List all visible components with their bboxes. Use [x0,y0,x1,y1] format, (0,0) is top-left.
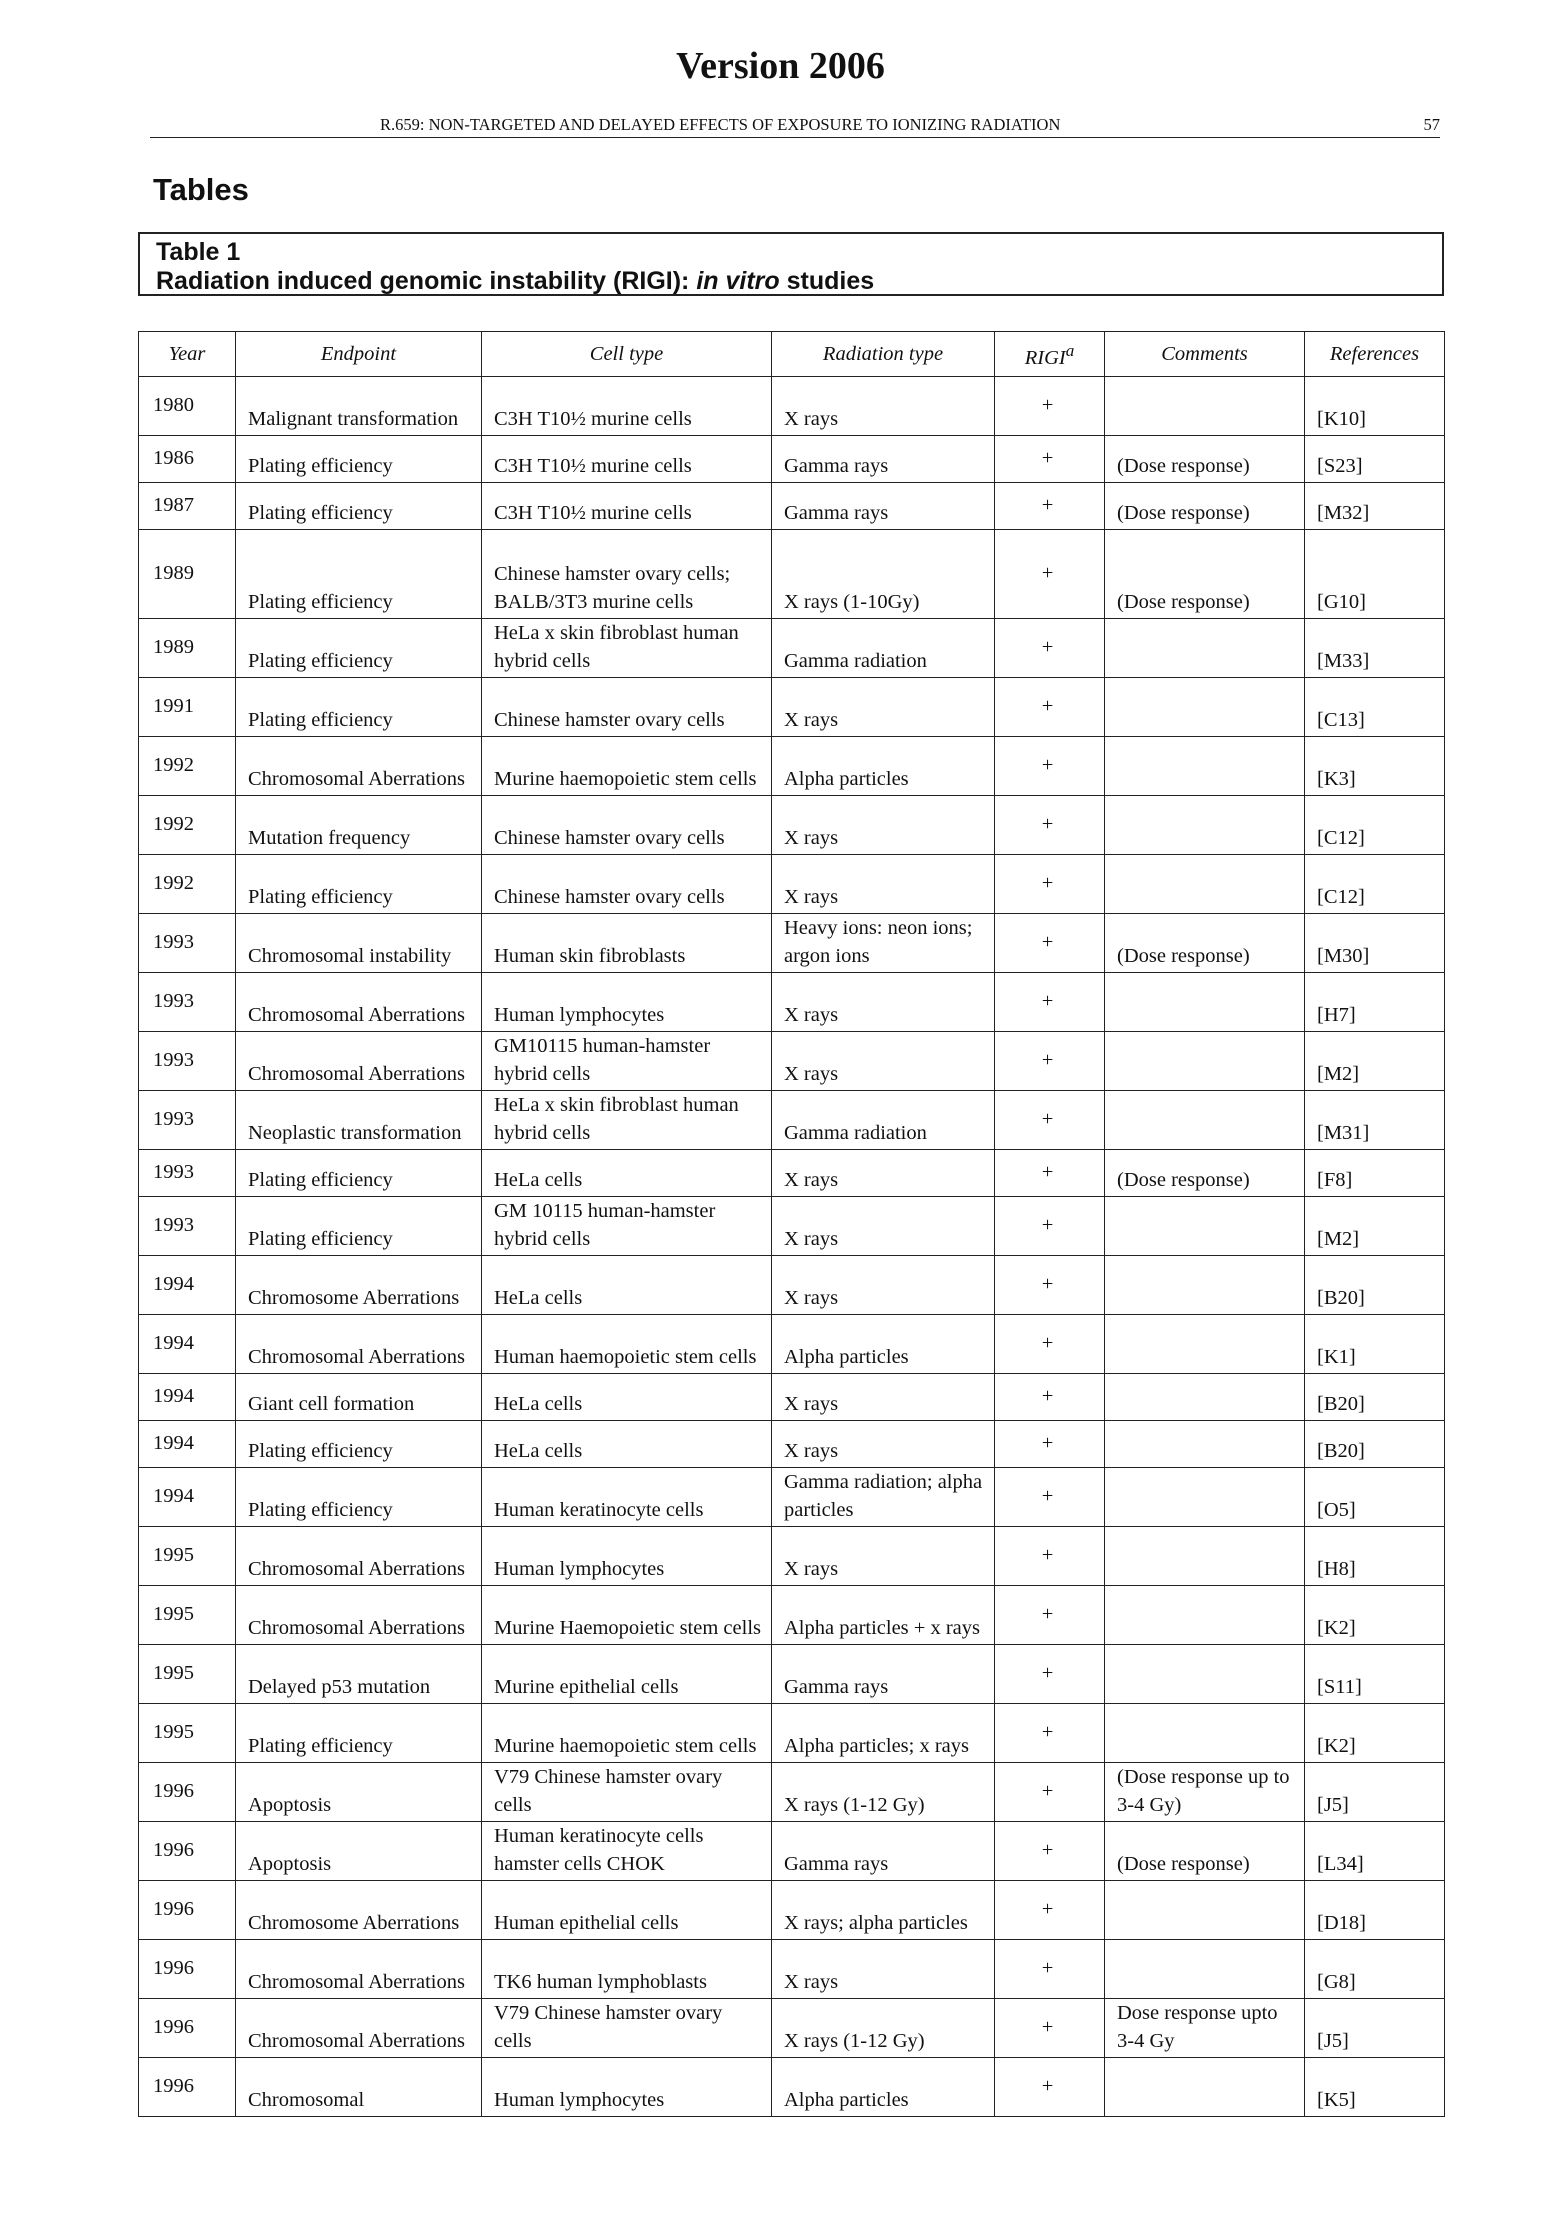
cell-type-cell: Chinese hamster ovary cells [482,678,772,737]
cell-type-cell: V79 Chinese hamster ovary cells [482,1999,772,2058]
table-row [139,1091,1445,1150]
endpoint-cell: Malignant transformation [236,377,482,436]
endpoint-cell: Plating efficiency [236,678,482,737]
section-heading: Tables [153,172,249,207]
table-row [139,1999,1445,2058]
year-cell: 1995 [139,1527,236,1586]
year-cell: 1993 [139,973,236,1032]
cell-type-cell: Human lymphocytes [482,973,772,1032]
comments-cell [1105,1032,1305,1091]
comments-cell [1105,796,1305,855]
table-row [139,377,1445,436]
col-header-year: Year [139,332,236,377]
rigi-cell: + [995,377,1105,436]
cell-type-cell: HeLa x skin fibroblast human hybrid cells [482,1091,772,1150]
comments-cell [1105,1421,1305,1468]
table-title-prefix: Radiation induced genomic instability (RIGI): [156,267,697,295]
comments-cell [1105,973,1305,1032]
endpoint-cell: Mutation frequency [236,796,482,855]
running-header [150,115,1440,138]
year-cell: 1992 [139,737,236,796]
col-header-references: References [1305,332,1445,377]
reference-cell: [K2] [1305,1704,1445,1763]
rigi-cell: + [995,1704,1105,1763]
comments-cell [1105,1256,1305,1315]
comments-cell [1105,1586,1305,1645]
rigi-cell: + [995,1032,1105,1091]
endpoint-cell: Plating efficiency [236,1704,482,1763]
table-row [139,483,1445,530]
comments-cell [1105,1091,1305,1150]
rigi-cell: + [995,1150,1105,1197]
year-cell: 1993 [139,1197,236,1256]
comments-cell: (Dose response up to 3-4 Gy) [1105,1763,1305,1822]
radiation-type-cell: X rays [772,1197,995,1256]
radiation-type-cell: X rays (1-12 Gy) [772,1763,995,1822]
endpoint-cell: Plating efficiency [236,619,482,678]
endpoint-cell: Chromosomal Aberrations [236,1586,482,1645]
comments-cell: (Dose response) [1105,483,1305,530]
radiation-type-cell: X rays [772,1256,995,1315]
cell-type-cell: HeLa cells [482,1374,772,1421]
table-row [139,1822,1445,1881]
reference-cell: [M30] [1305,914,1445,973]
reference-cell: [M2] [1305,1032,1445,1091]
table-row [139,1468,1445,1527]
reference-cell: [B20] [1305,1421,1445,1468]
reference-cell: [O5] [1305,1468,1445,1527]
comments-cell: (Dose response) [1105,530,1305,619]
radiation-type-cell: Gamma rays [772,1822,995,1881]
comments-cell [1105,1645,1305,1704]
reference-cell: [B20] [1305,1374,1445,1421]
rigi-cell: + [995,973,1105,1032]
cell-type-cell: Human keratinocyte cells hamster cells CHOK [482,1822,772,1881]
endpoint-cell: Chromosome Aberrations [236,1881,482,1940]
table-body [139,377,1445,2117]
year-cell: 1987 [139,483,236,530]
rigi-cell: + [995,483,1105,530]
year-cell: 1986 [139,436,236,483]
rigi-cell: + [995,678,1105,737]
rigi-cell: + [995,1940,1105,1999]
rigi-cell: + [995,1468,1105,1527]
endpoint-cell: Chromosomal [236,2058,482,2117]
cell-type-cell: Human lymphocytes [482,2058,772,2117]
radiation-type-cell: X rays [772,1374,995,1421]
table-row [139,914,1445,973]
endpoint-cell: Chromosomal Aberrations [236,973,482,1032]
rigi-cell: + [995,1527,1105,1586]
cell-type-cell: Murine epithelial cells [482,1645,772,1704]
reference-cell: [K5] [1305,2058,1445,2117]
reference-cell: [B20] [1305,1256,1445,1315]
table-row [139,619,1445,678]
page-number: 57 [1423,115,1440,134]
year-cell: 1994 [139,1256,236,1315]
cell-type-cell: Human lymphocytes [482,1527,772,1586]
reference-cell: [H7] [1305,973,1445,1032]
cell-type-cell: HeLa x skin fibroblast human hybrid cells [482,619,772,678]
cell-type-cell: Human haemopoietic stem cells [482,1315,772,1374]
year-cell: 1996 [139,1822,236,1881]
year-cell: 1996 [139,1940,236,1999]
table-row [139,2058,1445,2117]
rigi-cell: + [995,1421,1105,1468]
radiation-type-cell: X rays [772,796,995,855]
rigi-cell: + [995,436,1105,483]
year-cell: 1992 [139,855,236,914]
reference-cell: [J5] [1305,1999,1445,2058]
cell-type-cell: Human skin fibroblasts [482,914,772,973]
rigi-cell: + [995,1197,1105,1256]
cell-type-cell: V79 Chinese hamster ovary cells [482,1763,772,1822]
table-header-row [139,332,1445,377]
year-cell: 1996 [139,1763,236,1822]
table-row [139,1645,1445,1704]
table-row [139,1586,1445,1645]
col-header-comments: Comments [1105,332,1305,377]
radiation-type-cell: X rays [772,973,995,1032]
col-header-radiation-type: Radiation type [772,332,995,377]
reference-cell: [K2] [1305,1586,1445,1645]
radiation-type-cell: Gamma rays [772,436,995,483]
table-title-italic: in vitro [696,267,780,295]
table-row [139,1704,1445,1763]
rigi-cell: + [995,1645,1105,1704]
col-header-endpoint: Endpoint [236,332,482,377]
reference-cell: [L34] [1305,1822,1445,1881]
cell-type-cell: GM10115 human-hamster hybrid cells [482,1032,772,1091]
reference-cell: [J5] [1305,1763,1445,1822]
radiation-type-cell: Gamma rays [772,483,995,530]
endpoint-cell: Chromosomal Aberrations [236,1032,482,1091]
comments-cell: Dose response upto 3-4 Gy [1105,1999,1305,2058]
rigi-label: RIGI [1024,346,1066,369]
comments-cell [1105,737,1305,796]
col-header-rigi [995,332,1105,377]
year-cell: 1989 [139,619,236,678]
cell-type-cell: Human keratinocyte cells [482,1468,772,1527]
endpoint-cell: Chromosomal Aberrations [236,737,482,796]
comments-cell [1105,2058,1305,2117]
rigi-cell: + [995,914,1105,973]
cell-type-cell: HeLa cells [482,1421,772,1468]
radiation-type-cell: Gamma rays [772,1645,995,1704]
version-heading: Version 2006 [676,45,885,87]
radiation-type-cell: X rays [772,377,995,436]
radiation-type-cell: X rays [772,1940,995,1999]
endpoint-cell: Giant cell formation [236,1374,482,1421]
table-row [139,1421,1445,1468]
comments-cell: (Dose response) [1105,1150,1305,1197]
reference-cell: [S23] [1305,436,1445,483]
reference-cell: [K10] [1305,377,1445,436]
comments-cell [1105,1468,1305,1527]
rigi-cell: + [995,1374,1105,1421]
table-row [139,678,1445,737]
year-cell: 1994 [139,1421,236,1468]
radiation-type-cell: Alpha particles; x rays [772,1704,995,1763]
year-cell: 1995 [139,1586,236,1645]
reference-cell: [S11] [1305,1645,1445,1704]
year-cell: 1993 [139,1091,236,1150]
endpoint-cell: Plating efficiency [236,530,482,619]
year-cell: 1996 [139,1881,236,1940]
rigi-cell: + [995,619,1105,678]
rigi-cell: + [995,1822,1105,1881]
endpoint-cell: Chromosomal Aberrations [236,1940,482,1999]
cell-type-cell: C3H T10½ murine cells [482,377,772,436]
table-row [139,1315,1445,1374]
radiation-type-cell: Alpha particles [772,737,995,796]
comments-cell [1105,1940,1305,1999]
comments-cell [1105,678,1305,737]
year-cell: 1989 [139,530,236,619]
radiation-type-cell: X rays; alpha particles [772,1881,995,1940]
table-row [139,1881,1445,1940]
reference-cell: [G8] [1305,1940,1445,1999]
reference-cell: [D18] [1305,1881,1445,1940]
cell-type-cell: Murine Haemopoietic stem cells [482,1586,772,1645]
table-row [139,796,1445,855]
col-header-cell-type: Cell type [482,332,772,377]
reference-cell: [M32] [1305,483,1445,530]
rigi-cell: + [995,1881,1105,1940]
comments-cell [1105,1704,1305,1763]
endpoint-cell: Chromosomal Aberrations [236,1315,482,1374]
reference-cell: [H8] [1305,1527,1445,1586]
table-row [139,1527,1445,1586]
rigi-cell: + [995,530,1105,619]
endpoint-cell: Plating efficiency [236,1197,482,1256]
reference-cell: [C13] [1305,678,1445,737]
endpoint-cell: Chromosomal Aberrations [236,1999,482,2058]
radiation-type-cell: Gamma radiation [772,1091,995,1150]
endpoint-cell: Plating efficiency [236,1150,482,1197]
comments-cell: (Dose response) [1105,1822,1305,1881]
radiation-type-cell: X rays (1-12 Gy) [772,1999,995,2058]
endpoint-cell: Plating efficiency [236,1468,482,1527]
table-caption [138,232,1444,296]
radiation-type-cell: X rays [772,1527,995,1586]
rigi-cell: + [995,855,1105,914]
table-row [139,1197,1445,1256]
table-row [139,737,1445,796]
comments-cell: (Dose response) [1105,436,1305,483]
rigi-cell: + [995,1256,1105,1315]
radiation-type-cell: X rays [772,678,995,737]
endpoint-cell: Plating efficiency [236,1421,482,1468]
cell-type-cell: Murine haemopoietic stem cells [482,737,772,796]
running-title: R.659: NON-TARGETED AND DELAYED EFFECTS OF EXPOSURE TO IONIZING RADIATION [380,115,1061,134]
reference-cell: [G10] [1305,530,1445,619]
cell-type-cell: C3H T10½ murine cells [482,483,772,530]
comments-cell [1105,1374,1305,1421]
rigi-cell: + [995,1763,1105,1822]
radiation-type-cell: Heavy ions: neon ions; argon ions [772,914,995,973]
rigi-cell: + [995,1586,1105,1645]
comments-cell: (Dose response) [1105,914,1305,973]
rigi-cell: + [995,1091,1105,1150]
rigi-table [138,331,1445,2117]
cell-type-cell: HeLa cells [482,1150,772,1197]
rigi-footnote-mark: a [1065,340,1075,360]
reference-cell: [M2] [1305,1197,1445,1256]
year-cell: 1995 [139,1645,236,1704]
endpoint-cell: Plating efficiency [236,855,482,914]
reference-cell: [K3] [1305,737,1445,796]
endpoint-cell: Apoptosis [236,1822,482,1881]
table-row [139,1256,1445,1315]
cell-type-cell: C3H T10½ murine cells [482,436,772,483]
table-title [156,267,874,295]
endpoint-cell: Plating efficiency [236,436,482,483]
table-title-suffix: studies [779,267,875,295]
table-row [139,1032,1445,1091]
endpoint-cell: Chromosomal Aberrations [236,1527,482,1586]
table-row [139,436,1445,483]
table-row [139,530,1445,619]
endpoint-cell: Apoptosis [236,1763,482,1822]
rigi-cell: + [995,1999,1105,2058]
radiation-type-cell: Gamma radiation; alpha particles [772,1468,995,1527]
year-cell: 1994 [139,1315,236,1374]
cell-type-cell: Human epithelial cells [482,1881,772,1940]
reference-cell: [C12] [1305,796,1445,855]
radiation-type-cell: Alpha particles + x rays [772,1586,995,1645]
comments-cell [1105,619,1305,678]
comments-cell [1105,1197,1305,1256]
comments-cell [1105,1315,1305,1374]
endpoint-cell: Chromosomal instability [236,914,482,973]
cell-type-cell: GM 10115 human-hamster hybrid cells [482,1197,772,1256]
cell-type-cell: Chinese hamster ovary cells [482,855,772,914]
cell-type-cell: TK6 human lymphoblasts [482,1940,772,1999]
table-label: Table 1 [156,238,241,266]
endpoint-cell: Delayed p53 mutation [236,1645,482,1704]
year-cell: 1993 [139,1032,236,1091]
comments-cell [1105,1881,1305,1940]
rigi-cell: + [995,2058,1105,2117]
comments-cell [1105,377,1305,436]
reference-cell: [K1] [1305,1315,1445,1374]
year-cell: 1993 [139,914,236,973]
cell-type-cell: Chinese hamster ovary cells [482,796,772,855]
radiation-type-cell: Alpha particles [772,2058,995,2117]
table-row [139,973,1445,1032]
reference-cell: [M33] [1305,619,1445,678]
radiation-type-cell: Alpha particles [772,1315,995,1374]
radiation-type-cell: Gamma radiation [772,619,995,678]
year-cell: 1994 [139,1374,236,1421]
year-cell: 1993 [139,1150,236,1197]
year-cell: 1996 [139,2058,236,2117]
rigi-cell: + [995,796,1105,855]
endpoint-cell: Plating efficiency [236,483,482,530]
rigi-cell: + [995,1315,1105,1374]
year-cell: 1991 [139,678,236,737]
cell-type-cell: HeLa cells [482,1256,772,1315]
year-cell: 1996 [139,1999,236,2058]
radiation-type-cell: X rays [772,1032,995,1091]
year-cell: 1992 [139,796,236,855]
table-row [139,1940,1445,1999]
table-row [139,1150,1445,1197]
cell-type-cell: Murine haemopoietic stem cells [482,1704,772,1763]
reference-cell: [M31] [1305,1091,1445,1150]
year-cell: 1980 [139,377,236,436]
radiation-type-cell: X rays [772,1150,995,1197]
rigi-cell: + [995,737,1105,796]
radiation-type-cell: X rays [772,855,995,914]
table-row [139,1374,1445,1421]
table-row [139,855,1445,914]
endpoint-cell: Neoplastic transformation [236,1091,482,1150]
comments-cell [1105,855,1305,914]
radiation-type-cell: X rays [772,1421,995,1468]
reference-cell: [C12] [1305,855,1445,914]
endpoint-cell: Chromosome Aberrations [236,1256,482,1315]
radiation-type-cell: X rays (1-10Gy) [772,530,995,619]
reference-cell: [F8] [1305,1150,1445,1197]
table-row [139,1763,1445,1822]
comments-cell [1105,1527,1305,1586]
year-cell: 1994 [139,1468,236,1527]
cell-type-cell: Chinese hamster ovary cells; BALB/3T3 murine cells [482,530,772,619]
year-cell: 1995 [139,1704,236,1763]
